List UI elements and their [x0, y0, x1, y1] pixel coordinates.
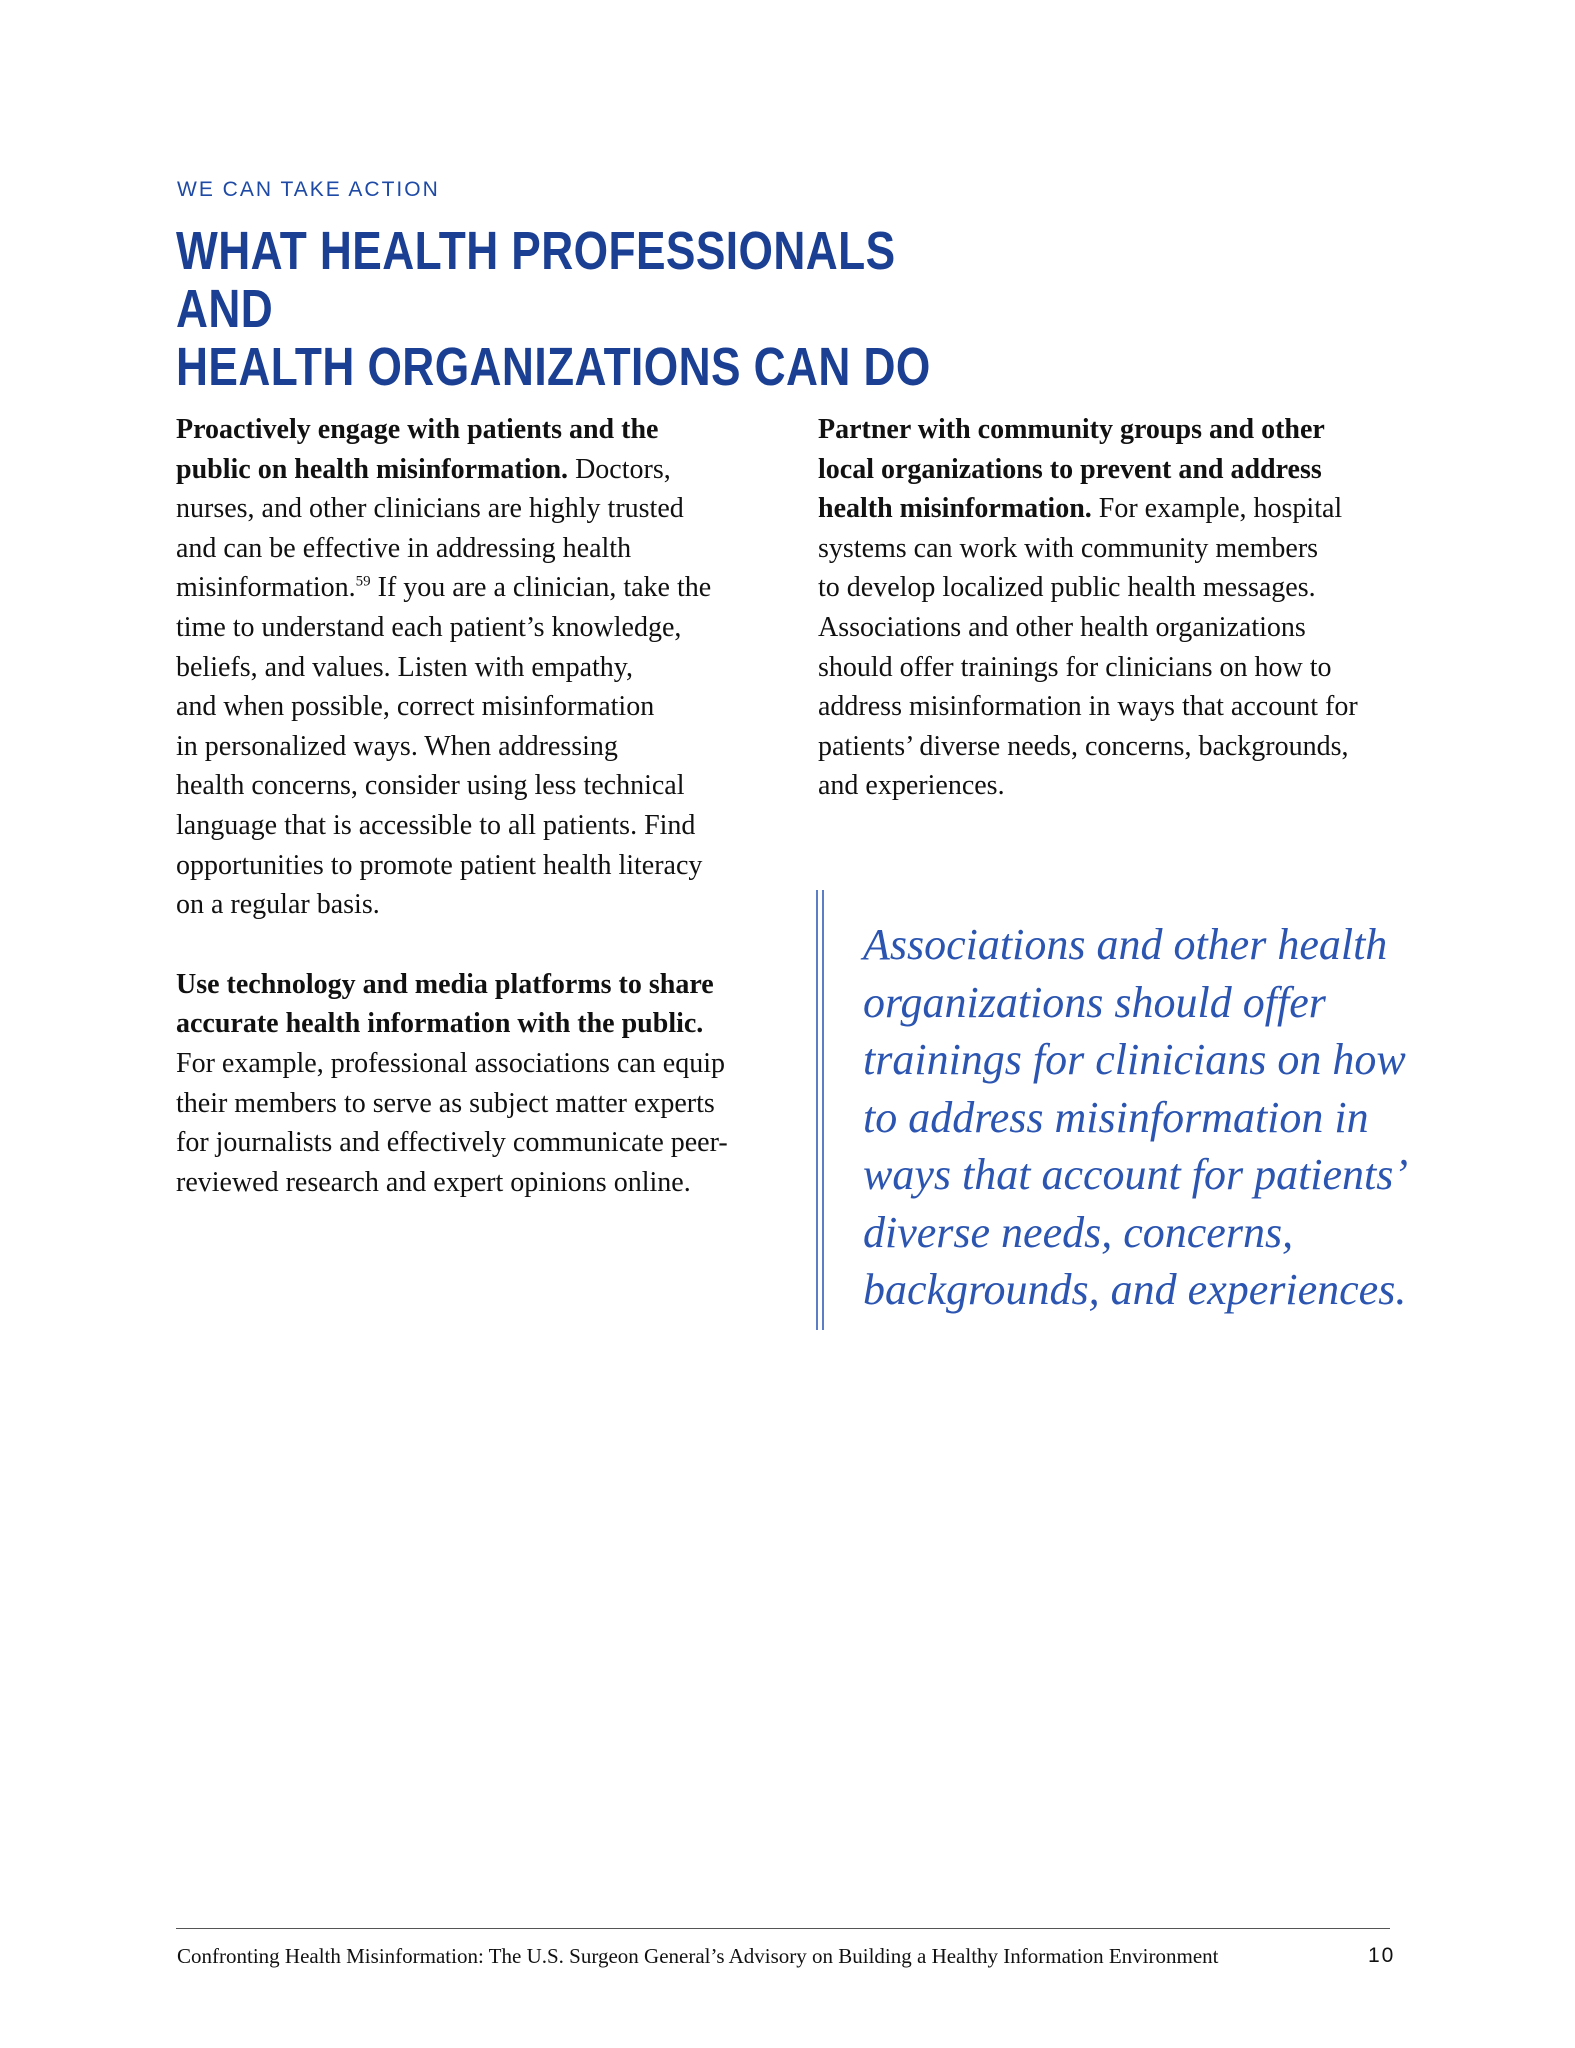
left-column [176, 410, 756, 1242]
page-number: 10 [1368, 1944, 1396, 1967]
right-column [818, 410, 1398, 846]
footnote-reference: 59 [355, 574, 371, 591]
pull-quote-line: trainings for clinicians on how [863, 1035, 1406, 1084]
body-text: to develop localized public health messages. [818, 572, 1316, 604]
body-text: Doctors, [568, 453, 671, 485]
paragraph-line [176, 489, 756, 529]
paragraph-line [176, 1084, 756, 1124]
paragraph-line [176, 1004, 756, 1044]
body-text: for journalists and effectively communicate peer- [176, 1127, 728, 1159]
page-title-line: WHAT HEALTH PROFESSIONALS AND [176, 221, 896, 339]
paragraph-line [176, 648, 756, 688]
bold-lead-in: health misinformation. [818, 493, 1092, 525]
bold-lead-in: Partner with community groups and other [818, 414, 1325, 445]
body-text: opportunities to promote patient health literacy [176, 849, 703, 881]
body-text: and when possible, correct misinformation [176, 691, 655, 723]
body-text: and can be effective in addressing health [176, 532, 632, 564]
paragraph-line [176, 806, 756, 846]
paragraph-line [176, 410, 756, 450]
paragraph-line [818, 648, 1398, 688]
body-text: on a regular basis. [176, 889, 380, 921]
body-text: reviewed research and expert opinions online. [176, 1166, 691, 1198]
pull-quote-line: organizations should offer [863, 977, 1326, 1027]
pull-quote-line: diverse needs, concerns, [863, 1207, 1294, 1257]
paragraph-line [176, 568, 756, 608]
bold-lead-in: accurate health information with the public. [176, 1008, 704, 1040]
body-text: systems can work with community members [818, 532, 1319, 564]
paragraph-line [176, 1044, 756, 1084]
paragraph-line [176, 1163, 756, 1203]
paragraph-line [818, 529, 1398, 569]
body-text: Associations and other health organizations [818, 611, 1306, 643]
paragraph-line [176, 450, 756, 490]
body-text: in personalized ways. When addressing [176, 730, 618, 762]
paragraph-line [818, 608, 1398, 648]
page-title-line: HEALTH ORGANIZATIONS CAN DO [176, 337, 931, 397]
body-text: their members to serve as subject matter experts [176, 1087, 715, 1119]
pull-quote-line: Associations and other health [863, 920, 1388, 969]
section-eyebrow: WE CAN TAKE ACTION [177, 178, 440, 201]
pull-quote-line: to address misinformation in [863, 1092, 1369, 1142]
paragraph-use-technology [176, 965, 756, 1203]
bold-lead-in: local organizations to prevent and address [818, 453, 1322, 485]
paragraph-line [176, 687, 756, 727]
footer-title: Confronting Health Misinformation: The U.S. Surgeon General’s Advisory on Building a Healthy Information Environment [177, 1944, 1219, 1968]
body-text: beliefs, and values. Listen with empathy, [176, 651, 633, 683]
body-text: and experiences. [818, 770, 1005, 802]
paragraph-line [176, 846, 756, 886]
body-text: For example, professional associations can equip [176, 1047, 725, 1079]
paragraph-partner-community [818, 410, 1398, 806]
bold-lead-in: Proactively engage with patients and the [176, 414, 659, 445]
paragraph-line [818, 450, 1398, 490]
page-title [176, 222, 996, 396]
paragraph-line [818, 727, 1398, 767]
paragraph-line [818, 410, 1398, 450]
paragraph-line [176, 1123, 756, 1163]
paragraph-line [176, 885, 756, 925]
paragraph-line [176, 766, 756, 806]
pull-quote-text [863, 916, 1408, 1319]
paragraph-engage-patients [176, 410, 756, 925]
body-text: should offer trainings for clinicians on how to [818, 651, 1332, 683]
bold-lead-in: public on health misinformation. [176, 453, 569, 485]
paragraph-line [818, 687, 1398, 727]
pull-quote-rule [822, 890, 824, 1330]
body-text: For example, hospital [1091, 493, 1343, 525]
paragraph-line [818, 489, 1398, 529]
body-text: time to understand each patient’s knowledge, [176, 611, 682, 643]
pull-quote-line: backgrounds, and experiences. [863, 1265, 1407, 1314]
bold-lead-in: Use technology and media platforms to share [176, 968, 714, 1000]
body-text: health concerns, consider using less technical [176, 770, 685, 802]
paragraph-line [818, 766, 1398, 806]
body-text: patients’ diverse needs, concerns, backgrounds, [818, 730, 1349, 762]
pull-quote-line: ways that account for patients’ [863, 1150, 1409, 1199]
body-text: address misinformation in ways that account for [818, 691, 1358, 723]
paragraph-line [176, 608, 756, 648]
paragraph-line [818, 568, 1398, 608]
body-text: nurses, and other clinicians are highly trusted [176, 493, 684, 525]
paragraph-line [176, 727, 756, 767]
pull-quote-rule [816, 890, 818, 1330]
body-text: language that is accessible to all patients. Find [176, 809, 696, 841]
footer-divider [176, 1928, 1390, 1929]
body-text: If you are a clinician, take the [370, 572, 712, 604]
pull-quote [816, 890, 1436, 1330]
body-text: misinformation. [176, 572, 356, 604]
paragraph-line [176, 965, 756, 1005]
paragraph-line [176, 529, 756, 569]
